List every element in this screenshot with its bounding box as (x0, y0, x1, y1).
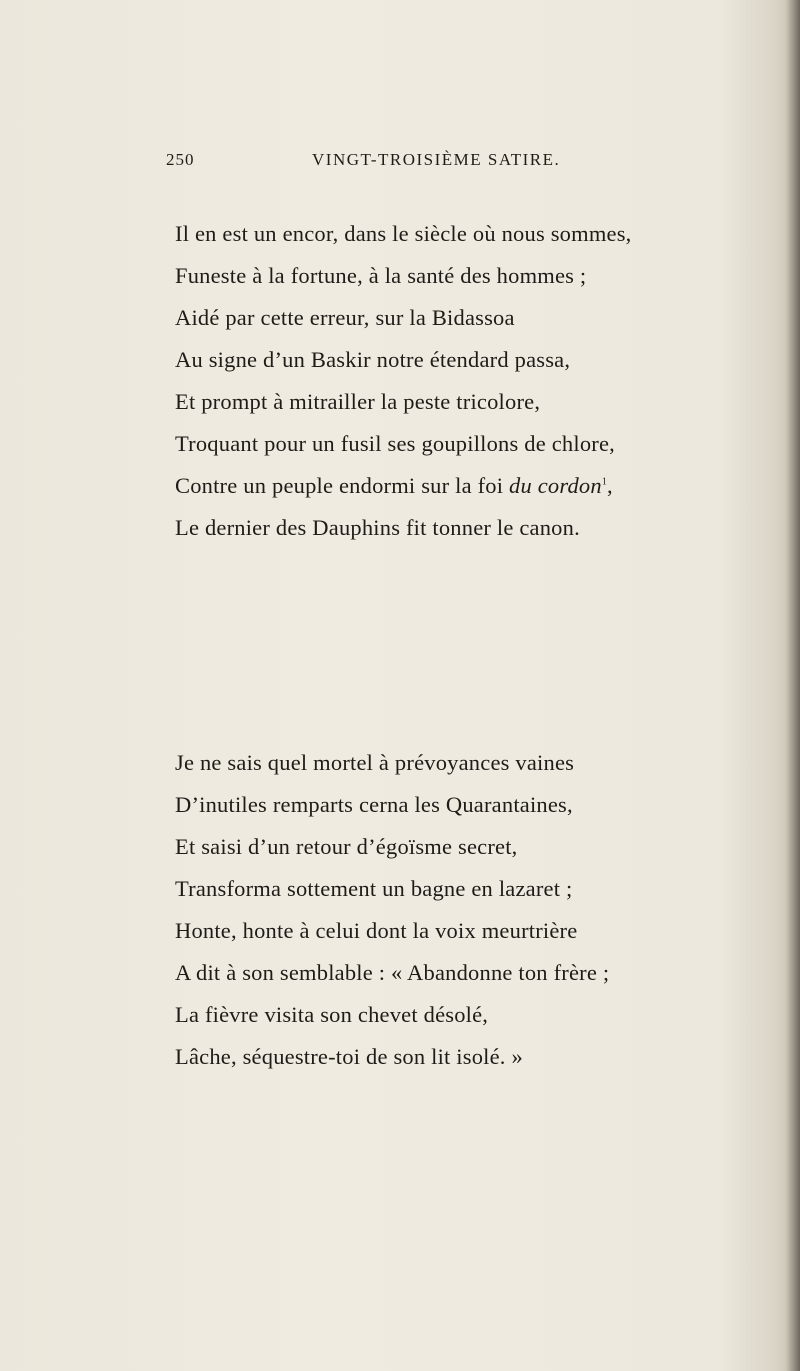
verse-punctuation: , (607, 473, 613, 498)
verse-line: Transforma sottement un bagne en lazaret ; (175, 876, 573, 901)
italic-phrase: du cordon (509, 473, 602, 498)
page-number: 250 (166, 150, 195, 169)
verse-line-with-footnote (175, 465, 775, 507)
verse-line: Il en est un encor, dans le siècle où nous sommes, (175, 221, 632, 246)
verse-line: Honte, honte à celui dont la voix meurtrière (175, 918, 578, 943)
stanza-2 (175, 742, 775, 1078)
verse-line: Le dernier des Dauphins fit tonner le canon. (175, 515, 580, 540)
footnote-marker: 1 (601, 476, 608, 488)
verse-line: Et saisi d’un retour d’égoïsme secret, (175, 834, 518, 859)
verse-line: La fièvre visita son chevet désolé, (175, 1002, 489, 1027)
verse-line: Funeste à la fortune, à la santé des hommes ; (175, 263, 587, 288)
verse-line: Au signe d’un Baskir notre étendard passa, (175, 347, 571, 372)
stanza-1 (175, 213, 775, 549)
verse-line: A dit à son semblable : « Abandonne ton frère ; (175, 960, 610, 985)
verse-line: Troquant pour un fusil ses goupillons de chlore, (175, 431, 615, 456)
running-head: VINGT-TROISIÈME SATIRE. (312, 150, 561, 169)
verse-text: Contre un peuple endormi sur la foi (175, 473, 509, 498)
verse-line: Lâche, séquestre-toi de son lit isolé. » (175, 1044, 523, 1069)
verse-line: D’inutiles remparts cerna les Quarantaines, (175, 792, 573, 817)
verse-line: Aidé par cette erreur, sur la Bidassoa (175, 305, 515, 330)
page-edge-shadow (786, 0, 800, 1371)
page-header (0, 150, 800, 180)
verse-line: Je ne sais quel mortel à prévoyances vaines (175, 750, 575, 775)
verse-line: Et prompt à mitrailler la peste tricolore, (175, 389, 541, 414)
